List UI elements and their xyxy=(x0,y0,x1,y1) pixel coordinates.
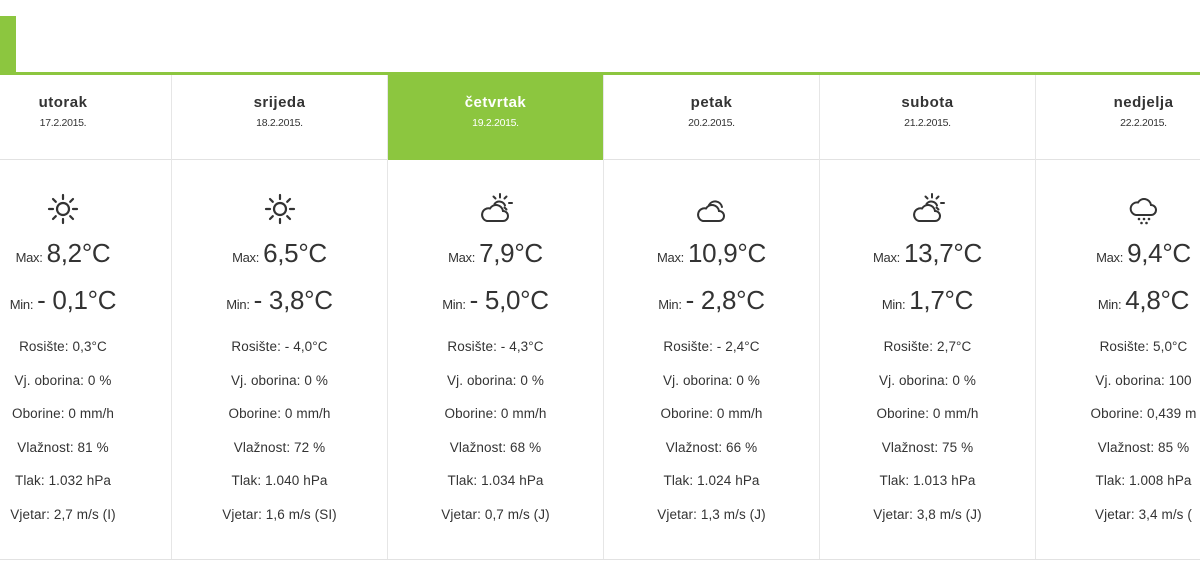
pressure: Tlak: 1.034 hPa xyxy=(447,473,544,488)
day-column-selected xyxy=(387,75,603,559)
humidity: Vlažnost: 81 % xyxy=(17,439,109,455)
sun-icon xyxy=(262,191,298,227)
pressure: Tlak: 1.008 hPa xyxy=(1095,473,1192,488)
precip-probability: Vj. oborina: 0 % xyxy=(879,372,976,388)
day-tab[interactable] xyxy=(0,75,171,160)
max-temp: Max: 7,9°C xyxy=(448,238,543,268)
day-tab-selected[interactable] xyxy=(388,75,603,160)
forecast-table xyxy=(0,72,1200,560)
day-name: četvrtak xyxy=(464,94,527,111)
precipitation: Oborine: 0,439 m xyxy=(1090,406,1197,421)
wind: Vjetar: 3,8 m/s (J) xyxy=(873,506,982,522)
day-tab[interactable] xyxy=(604,75,819,160)
wind: Vjetar: 3,4 m/s ( xyxy=(1095,506,1192,522)
humidity: Vlažnost: 85 % xyxy=(1097,439,1190,455)
max-temp: Max: 6,5°C xyxy=(232,238,327,268)
dew-point: Rosište: 5,0°C xyxy=(1099,339,1188,354)
cloudy-icon xyxy=(694,191,730,227)
day-name: srijeda xyxy=(253,94,306,111)
wind: Vjetar: 0,7 m/s (J) xyxy=(441,506,550,522)
max-temp: Max: 9,4°C xyxy=(1096,238,1191,268)
precip-probability: Vj. oborina: 0 % xyxy=(231,372,328,388)
max-temp: Max: 13,7°C xyxy=(873,238,982,268)
sun-icon xyxy=(45,191,81,227)
day-date: 21.2.2015. xyxy=(904,117,951,129)
wind: Vjetar: 2,7 m/s (I) xyxy=(10,506,116,522)
precipitation: Oborine: 0 mm/h xyxy=(11,406,115,421)
humidity: Vlažnost: 72 % xyxy=(233,439,326,455)
dew-point: Rosište: - 2,4°C xyxy=(663,339,760,354)
wind: Vjetar: 1,3 m/s (J) xyxy=(657,506,766,522)
min-temp: Min: 4,8°C xyxy=(1097,285,1190,315)
day-tab[interactable] xyxy=(820,75,1035,160)
min-temp: Min: - 0,1°C xyxy=(9,285,117,315)
precipitation: Oborine: 0 mm/h xyxy=(876,406,979,421)
pressure: Tlak: 1.032 hPa xyxy=(14,473,112,488)
pressure: Tlak: 1.013 hPa xyxy=(879,473,976,488)
day-column xyxy=(0,75,171,559)
precip-probability: Vj. oborina: 0 % xyxy=(447,372,544,388)
day-tab[interactable] xyxy=(1036,75,1200,160)
precipitation: Oborine: 0 mm/h xyxy=(228,406,331,421)
day-date: 18.2.2015. xyxy=(256,117,303,129)
dew-point: Rosište: - 4,3°C xyxy=(447,339,544,354)
day-column xyxy=(603,75,819,559)
max-temp: Max: 8,2°C xyxy=(15,238,111,268)
partly-cloudy-icon xyxy=(478,191,514,227)
precip-probability: Vj. oborina: 0 % xyxy=(663,372,760,388)
humidity: Vlažnost: 75 % xyxy=(881,439,974,455)
pressure: Tlak: 1.024 hPa xyxy=(663,473,760,488)
day-date: 17.2.2015. xyxy=(39,117,87,129)
top-tab-marker xyxy=(0,16,16,72)
precip-probability: Vj. oborina: 0 % xyxy=(14,372,112,388)
precipitation: Oborine: 0 mm/h xyxy=(444,406,547,421)
min-temp: Min: - 3,8°C xyxy=(226,285,333,315)
day-column xyxy=(1035,75,1200,559)
precipitation: Oborine: 0 mm/h xyxy=(660,406,763,421)
day-tab[interactable] xyxy=(172,75,387,160)
partly-cloudy-icon xyxy=(910,191,946,227)
day-name: nedjelja xyxy=(1113,94,1174,111)
wind: Vjetar: 1,6 m/s (SI) xyxy=(222,506,337,522)
min-temp: Min: - 2,8°C xyxy=(658,285,765,315)
day-name: subota xyxy=(901,94,954,111)
dew-point: Rosište: - 4,0°C xyxy=(231,339,328,354)
day-name: utorak xyxy=(38,94,88,111)
precip-probability: Vj. oborina: 100 xyxy=(1095,372,1192,388)
day-date: 19.2.2015. xyxy=(472,117,519,129)
rain-icon xyxy=(1126,191,1162,227)
max-temp: Max: 10,9°C xyxy=(657,238,766,268)
day-date: 20.2.2015. xyxy=(688,117,735,129)
day-column xyxy=(171,75,387,559)
min-temp: Min: 1,7°C xyxy=(881,285,974,315)
day-column xyxy=(819,75,1035,559)
dew-point: Rosište: 0,3°C xyxy=(19,339,107,354)
min-temp: Min: - 5,0°C xyxy=(442,285,549,315)
dew-point: Rosište: 2,7°C xyxy=(883,339,972,354)
day-name: petak xyxy=(690,94,733,111)
humidity: Vlažnost: 66 % xyxy=(665,439,758,455)
pressure: Tlak: 1.040 hPa xyxy=(231,473,328,488)
humidity: Vlažnost: 68 % xyxy=(449,439,542,455)
day-date: 22.2.2015. xyxy=(1120,117,1167,129)
